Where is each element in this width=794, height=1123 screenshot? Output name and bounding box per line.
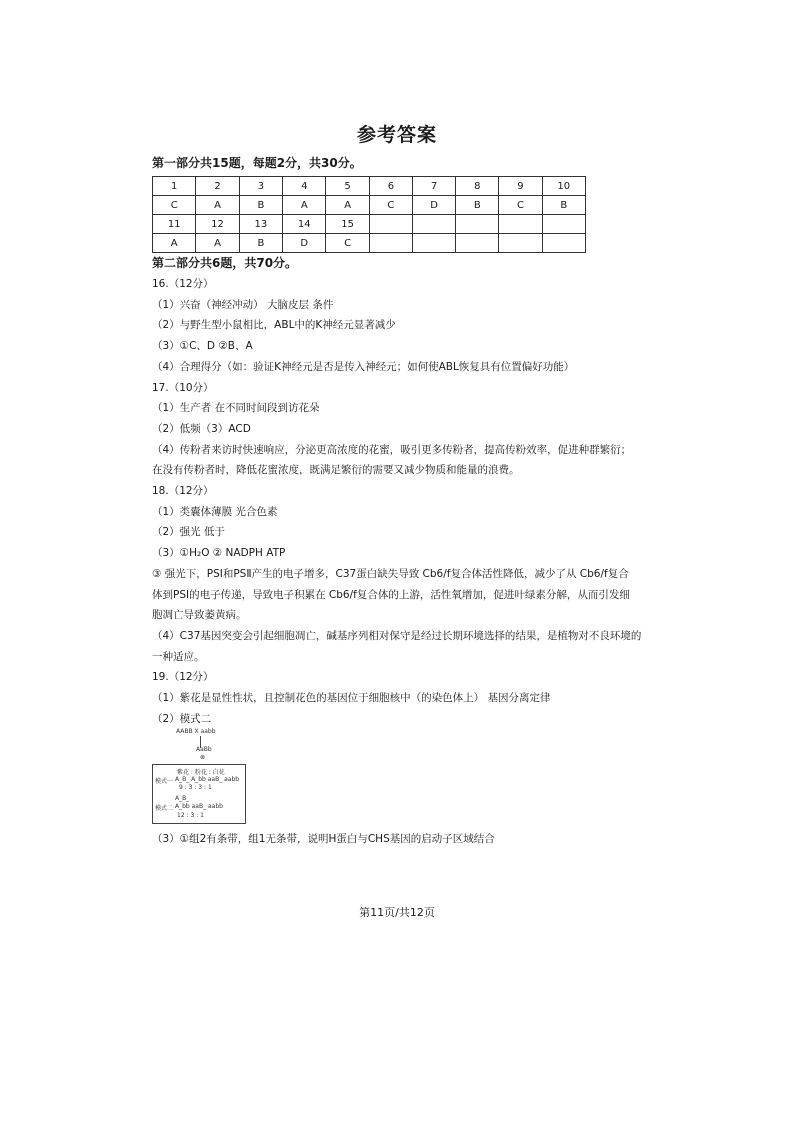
answer-line: 一种适应。	[152, 650, 205, 663]
answer-line: （4）C37基因突变会引起细胞凋亡，碱基序列相对保守是经过长期环境选择的结果，是植物对不良环境的	[152, 629, 642, 642]
table-cell: 3	[239, 177, 282, 196]
table-cell	[542, 215, 585, 234]
answer-line: 体到PSⅠ的电子传递，导致电子积累在 Cb6/f复合体的上游，活性氧增加，促进叶绿素分解，从而引发细	[152, 588, 630, 601]
table-cell: 11	[153, 215, 196, 234]
table-cell	[499, 234, 542, 253]
table-cell: 15	[326, 215, 369, 234]
mode2-genotypes: A_bb aaB_ aabb	[175, 803, 223, 810]
table-cell: 14	[283, 215, 326, 234]
table-cell: A	[326, 196, 369, 215]
answer-line: （3）①H₂O ② NADPH ATP	[152, 547, 286, 560]
table-cell: 13	[239, 215, 282, 234]
table-row	[153, 215, 586, 234]
table-cell: B	[239, 196, 282, 215]
f1-genotype: AaBb	[196, 746, 212, 753]
mode2-label: 模式二	[155, 805, 174, 812]
q19-part3-line: （3）①组2有条带，组1无条带，说明H蛋白与CHS基因的启动子区域结合	[152, 833, 495, 845]
table-row	[153, 196, 586, 215]
table-cell	[456, 215, 499, 234]
table-cell: 8	[456, 177, 499, 196]
page-title: 参考答案	[356, 124, 437, 146]
table-cell: A	[196, 234, 239, 253]
table-cell: A	[196, 196, 239, 215]
table-cell: 1	[153, 177, 196, 196]
table-cell	[499, 215, 542, 234]
table-cell: B	[456, 196, 499, 215]
mode1-ratio: 9 : 3 : 3 : 1	[179, 784, 212, 791]
table-cell: D	[412, 196, 455, 215]
table-cell: 5	[326, 177, 369, 196]
table-row	[153, 177, 586, 196]
mode2-genotype-top: A_B_	[175, 795, 190, 802]
table-cell: B	[239, 234, 282, 253]
answer-line: （2）与野生型小鼠相比，ABL中的K神经元显著减少	[152, 319, 396, 332]
answer-table	[152, 176, 586, 253]
table-cell: C	[369, 196, 412, 215]
table-cell: A	[153, 234, 196, 253]
table-cell: A	[283, 196, 326, 215]
answer-line: 17.（10分）	[152, 381, 214, 394]
answer-line: 在没有传粉者时，降低花蜜浓度，既满足繁衍的需要又减少物质和能量的浪费。	[152, 464, 520, 477]
answer-line: （1）紫花是显性性状，且控制花色的基因位于细胞核中（的染色体上） 基因分离定律	[152, 692, 551, 704]
table-cell: D	[283, 234, 326, 253]
table-cell	[412, 234, 455, 253]
answer-line: （3）①C、D ②B、A	[152, 340, 253, 353]
table-cell	[412, 215, 455, 234]
table-cell: C	[153, 196, 196, 215]
answer-line: （2）低频（3）ACD	[152, 422, 251, 435]
answer-line: （2）强光 低于	[152, 526, 226, 539]
genetics-cross-diagram	[152, 728, 246, 824]
table-cell	[542, 234, 585, 253]
mode1-genotypes: A_B_ A_bb aaB_ aabb	[175, 776, 240, 783]
answer-line: ③ 强光下，PSⅠ和PSⅡ产生的电子增多，C37蛋白缺失导致 Cb6/f复合体活性降低，减少了从 Cb6/f复合	[152, 567, 629, 580]
part2-heading: 第二部分共6题，共70分。	[152, 256, 298, 270]
mode2-ratio: 12 : 3 : 1	[177, 812, 204, 819]
answer-line: 19.（12分）	[152, 671, 214, 684]
table-cell: B	[542, 196, 585, 215]
part1-heading: 第一部分共15题，每题2分，共30分。	[152, 156, 362, 170]
table-cell: C	[326, 234, 369, 253]
answer-line: 16.（12分）	[152, 278, 214, 290]
table-cell	[456, 234, 499, 253]
answer-line: 18.（12分）	[152, 485, 214, 497]
selfing-icon: ⊗	[200, 754, 206, 761]
table-cell: 2	[196, 177, 239, 196]
table-cell: 9	[499, 177, 542, 196]
table-cell: 4	[283, 177, 326, 196]
answer-line: （1）类囊体薄膜 光合色素	[152, 505, 278, 518]
mode1-label: 模式一	[155, 778, 174, 785]
answer-line: 胞凋亡导致萎黄病。	[152, 609, 247, 622]
table-cell: 6	[369, 177, 412, 196]
table-cell: 10	[542, 177, 585, 196]
table-cell	[369, 234, 412, 253]
table-cell: 12	[196, 215, 239, 234]
table-cell: C	[499, 196, 542, 215]
table-cell: 7	[412, 177, 455, 196]
answer-line: （1）兴奋（神经冲动） 大脑皮层 条件	[152, 298, 334, 311]
parent-cross: AABB X aabb	[176, 728, 216, 735]
answer-line: （4）合理得分（如：验证K神经元是否是传入神经元；如何使ABL恢复具有位置偏好功能）	[152, 360, 575, 373]
table-cell	[369, 215, 412, 234]
page-number: 第11页/共12页	[359, 906, 435, 919]
table-row	[153, 234, 586, 253]
answer-line: （4）传粉者来访时快速响应，分泌更高浓度的花蜜，吸引更多传粉者，提高传粉效率，促进种群繁衍；	[152, 443, 632, 456]
answer-line: （1）生产者 在不同时间段到访花朵	[152, 402, 320, 415]
color-header: 紫花 : 粉花 : 白花	[177, 769, 225, 776]
answer-line: （2）模式二	[152, 712, 212, 725]
mode-box	[152, 764, 246, 824]
